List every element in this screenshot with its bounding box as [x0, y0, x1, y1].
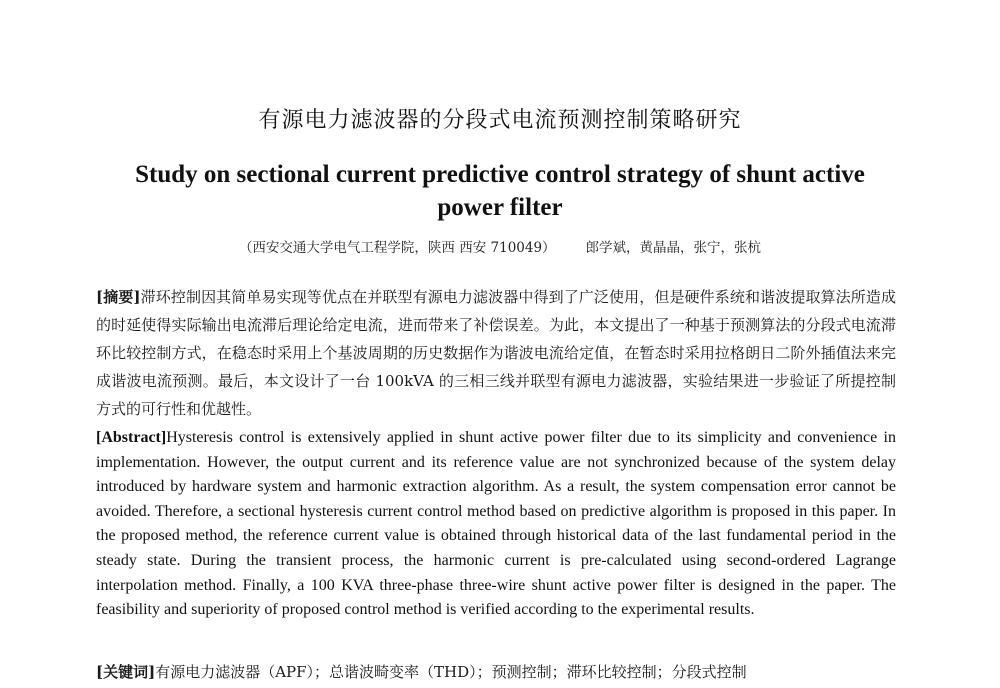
keywords-label: [关键词]: [96, 663, 156, 681]
english-abstract: [96, 426, 896, 623]
chinese-abstract-text: 滞环控制因其简单易实现等优点在并联型有源电力滤波器中得到了广泛使用，但是硬件系统和谐波提取算法所造成的时延使得实际输出电流滞后理论给定电流，进而带来了补偿误差。为此，本文提出了一种基于预测算法的分段式电流滞环比较控制方式，在稳态时采用上个基波周期的历史数据作为谐波电流给定值，在暂态时采用拉格朗日二阶外插值法来完成谐波电流预测。最后，本文设计了一台 100kVA 的三相三线并联型有源电力滤波器，实验结果进一步验证了所提控制方式的可行性和优越性。: [96, 288, 896, 418]
chinese-abstract-label: [摘要]: [96, 288, 141, 306]
english-abstract-label: [Abstract]: [96, 429, 167, 446]
keywords: [96, 660, 896, 684]
author-names: 郎学斌，黄晶晶，张宁，张杭: [585, 240, 762, 256]
keywords-text: 有源电力滤波器（APF）；总谐波畸变率（THD）；预测控制；滞环比较控制；分段式控制: [155, 663, 747, 681]
english-abstract-text: Hysteresis control is extensively applied in shunt active power filter due to its simplicity and convenience in implementation. However, the output current and its reference value are not synchronized because of the system delay introduced by hardware system and harmonic extraction algorithm. As a result, the system compensation error cannot be avoided. Therefore, a sectional hysteresis current control method based on predictive algorithm is proposed in this paper. In the proposed method, the reference current value is obtained through historical data of the last fundamental period in the steady state. During the transient process, the harmonic current is pre-calculated using second-ordered Lagrange interpolation method. Finally, a 100 KVA three-phase three-wire shunt active power filter is designed in the paper. The feasibility and superiority of proposed control method is verified according to the experimental results.: [96, 429, 896, 619]
affiliation: （西安交通大学电气工程学院，陕西 西安 710049）: [238, 240, 556, 256]
author-line: [0, 236, 1000, 256]
chinese-title: 有源电力滤波器的分段式电流预测控制策略研究: [258, 108, 742, 133]
english-title: Study on sectional current predictive control strategy of shunt active power filter: [135, 161, 865, 221]
chinese-abstract: [96, 283, 896, 423]
